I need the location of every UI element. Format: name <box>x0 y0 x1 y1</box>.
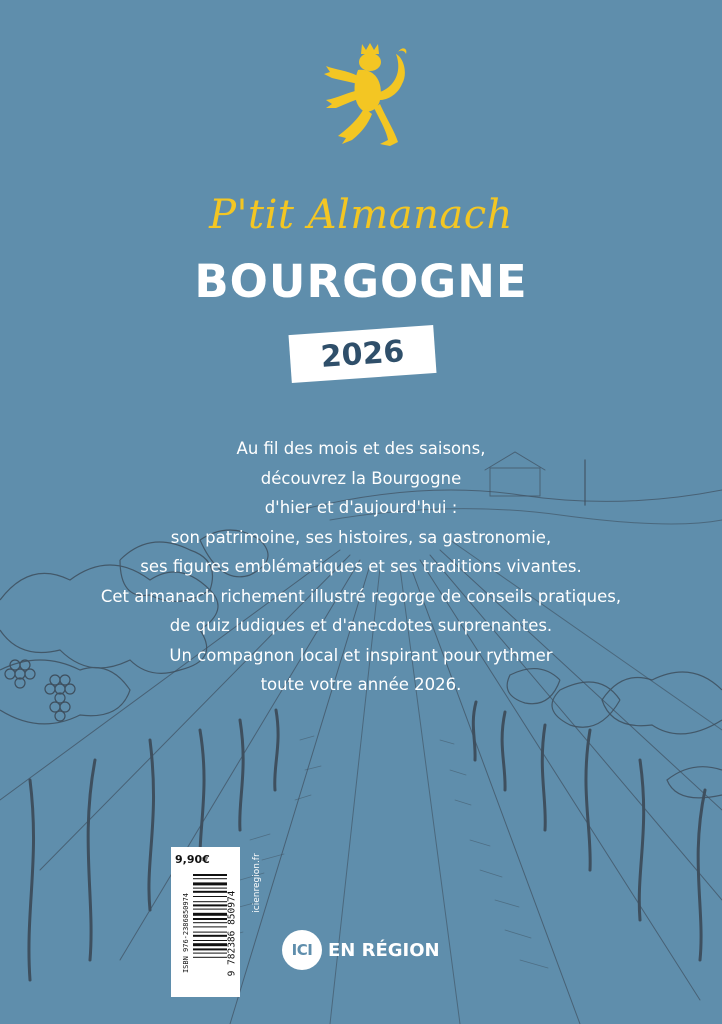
ean-digits: 9 782386 850974 <box>226 890 238 977</box>
blurb-text <box>40 434 682 700</box>
blurb-line: Un compagnon local et inspirant pour rythmer <box>169 645 553 665</box>
year-badge <box>289 325 437 383</box>
website-label: icienregion.fr <box>252 853 262 913</box>
script-title: P'tit Almanach <box>209 192 513 238</box>
blurb-line: Au fil des mois et des saisons, <box>236 439 486 458</box>
publisher-logo <box>282 930 440 970</box>
blurb-line: ses figures emblématiques et ses traditions vivantes. <box>140 557 582 576</box>
year-label: 2026 <box>319 333 406 375</box>
blurb-line: découvrez la Bourgogne <box>260 468 462 488</box>
heraldic-lion-icon <box>318 40 410 152</box>
ici-logo-text: ICI <box>291 941 313 959</box>
isbn-label: ISBN 976-2386850974 <box>182 892 190 974</box>
main-title: BOURGOGNE <box>194 255 528 308</box>
blurb-line: Cet almanach richement illustré regorge de conseils pratiques, <box>100 586 622 606</box>
ici-logo-icon <box>282 930 322 970</box>
blurb-line: de quiz ludiques et d'anecdotes surprenantes. <box>169 616 553 635</box>
blurb-line: d'hier et d'aujourd'hui : <box>264 498 458 517</box>
publisher-name: EN RÉGION <box>328 939 440 961</box>
blurb-line: son patrimoine, ses histoires, sa gastronomie, <box>170 527 552 547</box>
blurb-line: toute votre année 2026. <box>260 675 462 694</box>
price-label: 9,90€ <box>175 853 210 866</box>
